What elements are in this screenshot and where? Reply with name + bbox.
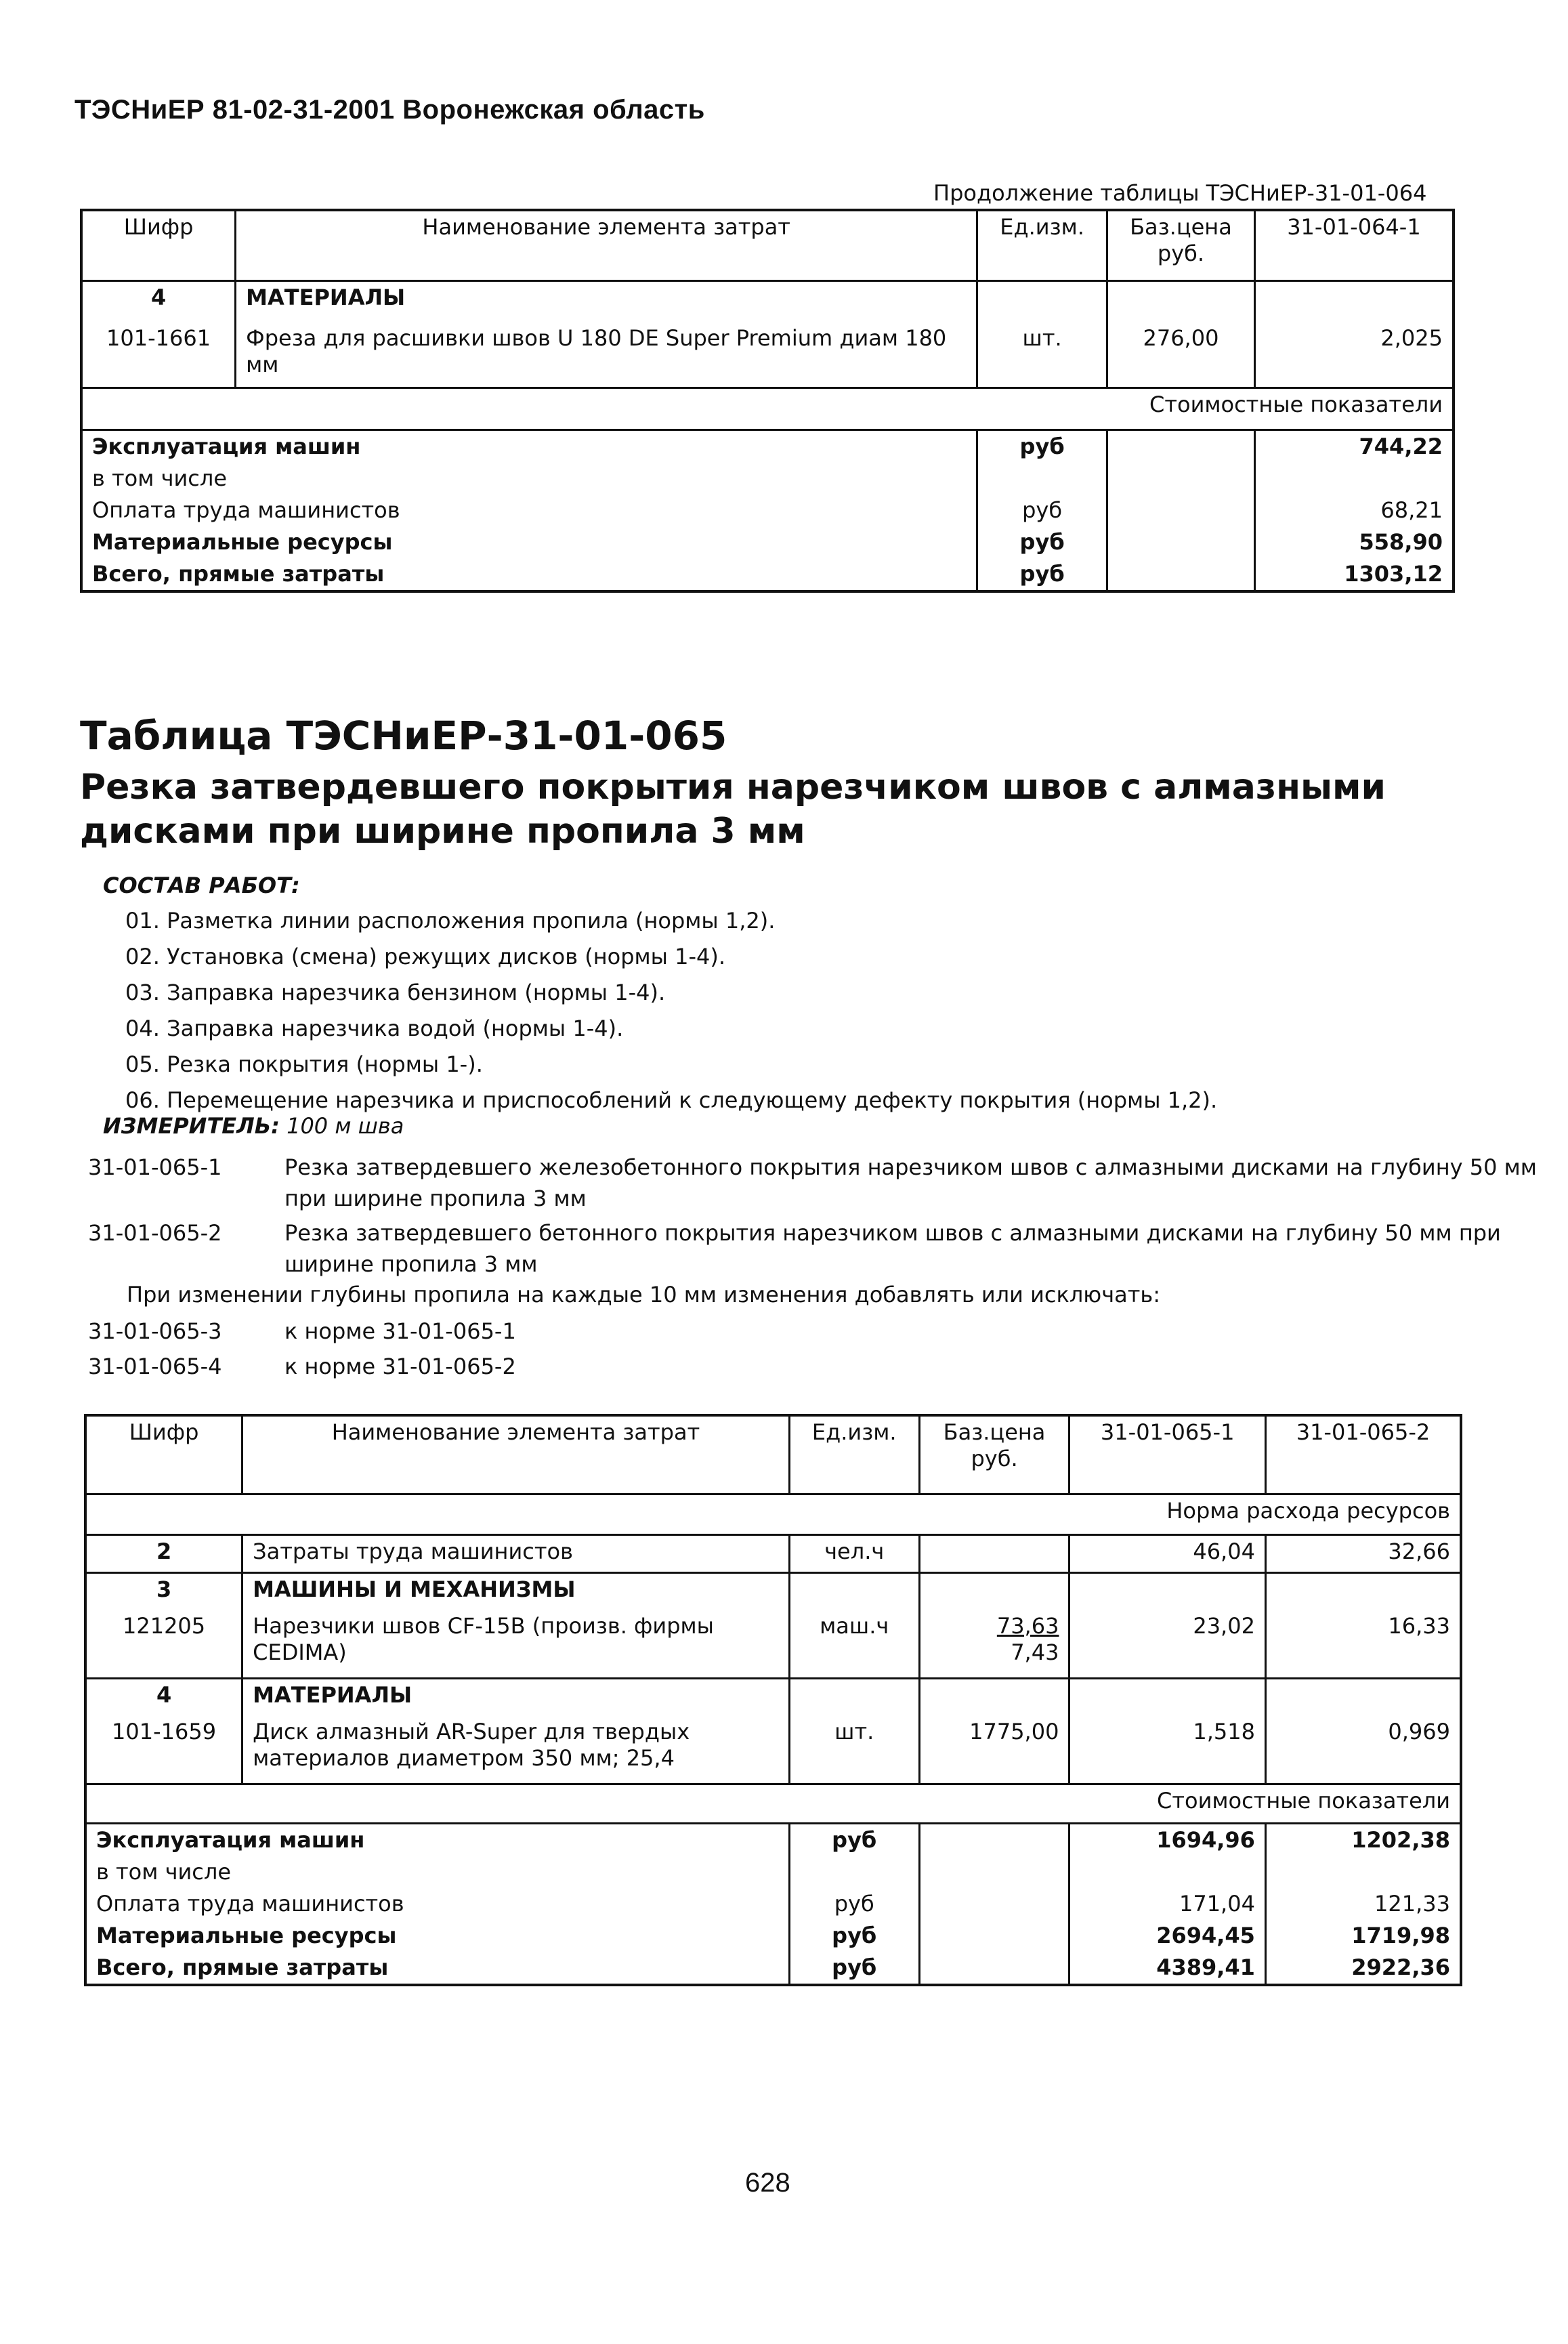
cost-row-unit: руб [977, 430, 1107, 463]
resource-value: 2,025 [1254, 322, 1454, 388]
resource-name: Диск алмазный AR-Super для твердых материалов диаметром 350 мм; 25,4 [242, 1716, 790, 1784]
cost-row-label: Материальные ресурсы [85, 1920, 789, 1952]
cost-row-label: Всего, прямые затраты [85, 1952, 789, 1985]
norm-code: 31-01-065-1 [88, 1154, 222, 1180]
cost-table-064 [80, 209, 1455, 593]
price-bottom: 7,43 [1011, 1639, 1059, 1666]
group-number: 4 [81, 280, 236, 322]
cost-row-label: в том числе [85, 1856, 789, 1888]
resource-name: Фреза для расшивки швов U 180 DE Super Premium диам 180 мм [236, 322, 977, 388]
resource-value-2: 0,969 [1265, 1716, 1461, 1784]
resource-price [919, 1610, 1069, 1678]
resource-value-1: 46,04 [1069, 1534, 1266, 1572]
page-number: 628 [745, 2168, 790, 2198]
group-number: 2 [85, 1534, 242, 1572]
norm-text: к норме 31-01-065-1 [284, 1318, 516, 1344]
work-list [125, 903, 1217, 1118]
col-header-code: Шифр [81, 210, 236, 280]
cost-row-value-2: 1202,38 [1265, 1823, 1461, 1856]
cost-section-header: Стоимостные показатели [81, 388, 1454, 430]
cost-row-value-2: 121,33 [1265, 1888, 1461, 1920]
work-item: 04. Заправка нарезчика водой (нормы 1-4). [125, 1016, 624, 1041]
resource-unit: шт. [789, 1716, 919, 1784]
resource-price: 276,00 [1107, 322, 1255, 388]
cost-row-value-1: 4389,41 [1069, 1952, 1266, 1985]
resource-unit: шт. [977, 322, 1107, 388]
col-header-price: Баз.цена руб. [1107, 210, 1255, 280]
norm-code: 31-01-065-3 [88, 1318, 222, 1344]
cost-section-header: Стоимостные показатели [85, 1784, 1461, 1823]
cost-row-label: Оплата труда машинистов [81, 495, 977, 526]
col-header-unit: Ед.изм. [789, 1415, 919, 1494]
resource-value-2: 16,33 [1265, 1610, 1461, 1678]
cost-row-unit: руб [977, 558, 1107, 591]
measure-line [103, 1113, 404, 1139]
norm-code: 31-01-065-2 [88, 1220, 222, 1246]
group-number: 3 [85, 1572, 242, 1610]
col-header-norm-2: 31-01-065-2 [1265, 1415, 1461, 1494]
col-header-norm-1: 31-01-065-1 [1069, 1415, 1266, 1494]
cost-row-value-1: 171,04 [1069, 1888, 1266, 1920]
work-item: 01. Разметка линии расположения пропила (нормы 1,2). [125, 908, 776, 934]
measure-label: ИЗМЕРИТЕЛЬ: [103, 1113, 280, 1139]
group-label: МАТЕРИАЛЫ [236, 280, 977, 322]
resource-name: Нарезчики швов CF-15B (произв. фирмы CEDIMA) [242, 1610, 790, 1678]
resource-table-065 [84, 1414, 1462, 1986]
cost-row-label: Эксплуатация машин [81, 430, 977, 463]
section-subtitle: Резка затвердевшего покрытия нарезчиком швов с алмазными дисками при ширине пропила 3 мм [80, 767, 1386, 852]
group-label: МАТЕРИАЛЫ [242, 1678, 790, 1716]
group-number: 4 [85, 1678, 242, 1716]
price-top: 73,63 [996, 1613, 1059, 1639]
resource-code: 121205 [85, 1610, 242, 1678]
cost-row-value: 1303,12 [1254, 558, 1454, 591]
cost-row-value: 68,21 [1254, 495, 1454, 526]
resource-code: 101-1661 [81, 322, 236, 388]
resource-value-1: 1,518 [1069, 1716, 1266, 1784]
work-item: 05. Резка покрытия (нормы 1-). [125, 1051, 483, 1077]
col-header-norm: 31-01-064-1 [1254, 210, 1454, 280]
work-item: 03. Заправка нарезчика бензином (нормы 1-4). [125, 980, 666, 1005]
work-item: 06. Перемещение нарезчика и приспособлений к следующему дефекту покрытия (нормы 1,2). [125, 1087, 1218, 1113]
cost-row-label: Материальные ресурсы [81, 526, 977, 558]
resource-price: 1775,00 [919, 1716, 1069, 1784]
resource-name: Затраты труда машинистов [242, 1534, 790, 1572]
norm-text: Резка затвердевшего бетонного покрытия нарезчиком швов с алмазными дисками на глубину 50 мм при ширине пропила 3 мм [284, 1220, 1501, 1277]
cost-row-unit: руб [789, 1952, 919, 1985]
resource-unit: чел.ч [789, 1534, 919, 1572]
resource-value-2: 32,66 [1265, 1534, 1461, 1572]
cost-row-unit: руб [977, 495, 1107, 526]
cost-row-label: Всего, прямые затраты [81, 558, 977, 591]
resource-code: 101-1659 [85, 1716, 242, 1784]
cost-row-value-1: 1694,96 [1069, 1823, 1266, 1856]
work-item: 02. Установка (смена) режущих дисков (нормы 1-4). [125, 944, 726, 969]
cost-row-unit: руб [789, 1823, 919, 1856]
cost-row-label: Эксплуатация машин [85, 1823, 789, 1856]
cost-row-label: в том числе [81, 463, 977, 495]
col-header-code: Шифр [85, 1415, 242, 1494]
cost-row-value: 558,90 [1254, 526, 1454, 558]
change-note: При изменении глубины пропила на каждые 10 мм изменения добавлять или исключать: [127, 1282, 1160, 1307]
cost-row-unit: руб [789, 1888, 919, 1920]
col-header-name: Наименование элемента затрат [242, 1415, 790, 1494]
table-continuation-caption: Продолжение таблицы ТЭСНиЕР-31-01-064 [933, 180, 1427, 206]
cost-row-label: Оплата труда машинистов [85, 1888, 789, 1920]
page-header: ТЭСНиЕР 81-02-31-2001 Воронежская область [75, 95, 705, 125]
resource-value-1: 23,02 [1069, 1610, 1266, 1678]
resource-unit: маш.ч [789, 1610, 919, 1678]
cost-row-unit: руб [789, 1920, 919, 1952]
col-header-unit: Ед.изм. [977, 210, 1107, 280]
group-label: МАШИНЫ И МЕХАНИЗМЫ [242, 1572, 790, 1610]
cost-row-value-1: 2694,45 [1069, 1920, 1266, 1952]
cost-row-value: 744,22 [1254, 430, 1454, 463]
col-header-price: Баз.цена руб. [919, 1415, 1069, 1494]
cost-row-unit: руб [977, 526, 1107, 558]
section-title: Таблица ТЭСНиЕР-31-01-065 [80, 713, 727, 759]
norm-code: 31-01-065-4 [88, 1354, 222, 1379]
norm-text: Резка затвердевшего железобетонного покрытия нарезчиком швов с алмазными дисками на глубину 50 мм при ширине пропила 3 мм [284, 1154, 1537, 1211]
work-composition-label: СОСТАВ РАБОТ: [103, 873, 300, 898]
norm-text: к норме 31-01-065-2 [284, 1354, 516, 1379]
measure-value: 100 м шва [287, 1113, 404, 1139]
cost-row-value-2: 1719,98 [1265, 1920, 1461, 1952]
col-header-name: Наименование элемента затрат [236, 210, 977, 280]
cost-row-value-2: 2922,36 [1265, 1952, 1461, 1985]
resource-section-header: Норма расхода ресурсов [85, 1494, 1461, 1534]
